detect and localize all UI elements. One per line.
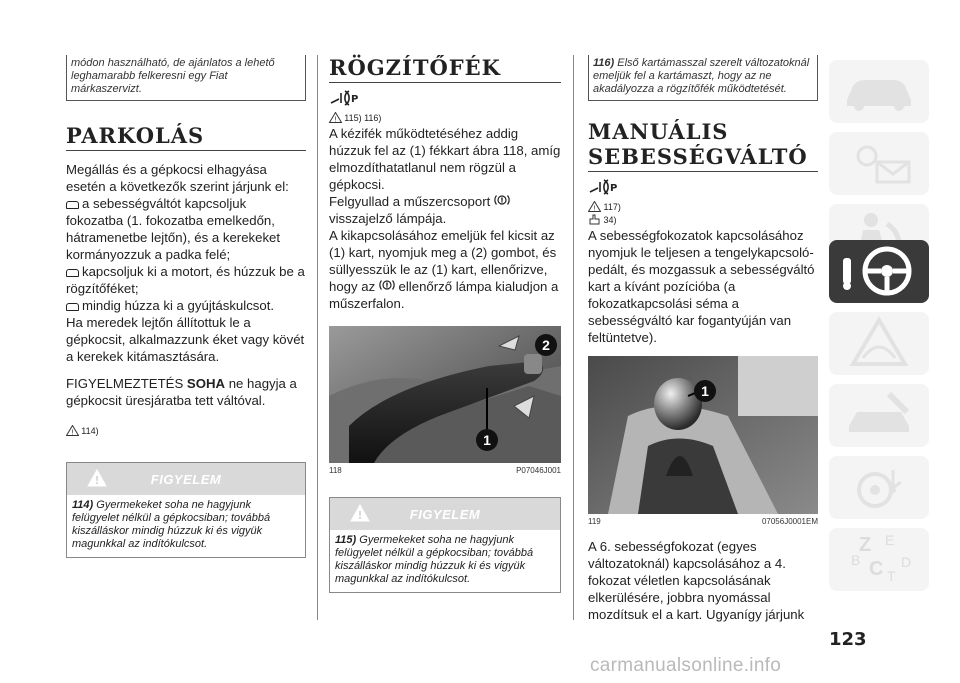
reference-marker: 34) (588, 214, 818, 227)
warning-box (66, 462, 306, 558)
maintenance-icon (829, 384, 929, 447)
continued-note: módon használható, de ajánlatos a lehető leghamarabb felkeresni egy Fiat márkaszervizt. (66, 55, 306, 101)
car-bullet-icon (66, 303, 79, 311)
hand-icon (588, 218, 601, 227)
index-letter: E (885, 532, 895, 548)
column-divider (317, 55, 318, 620)
index-letter: B (851, 552, 861, 568)
gearbox-symbol-icon (588, 176, 818, 201)
emergency-icon (829, 312, 929, 375)
figure-number: 119 (588, 517, 601, 526)
reference-marker: ! 117) (588, 201, 818, 214)
callout-2: 2 (535, 334, 557, 356)
page-number: 123 (829, 629, 867, 650)
figure-caption (588, 517, 818, 526)
bullet-item: kapcsoljuk ki a motort, és húzzuk be a rögzítőféket; (66, 264, 305, 296)
tab-maintenance[interactable] (829, 384, 929, 447)
column-handbrake (329, 55, 561, 593)
bullet-item: mindig húzza ki a gyújtáskulcsot. (66, 297, 306, 314)
column-divider (573, 55, 574, 620)
svg-text:!: ! (593, 204, 596, 212)
multimedia-icon (829, 456, 929, 519)
tab-multimedia[interactable] (829, 456, 929, 519)
reference-marker: ! 115) 116) (329, 112, 561, 125)
warning-box-text: 114) Gyermekeket soha ne hagyjunk felügyelet nélkül a gépkocsiban; továbbá kiszálláskor mindig húzzuk ki és vigyük magunkkal az indítókulcsot. (72, 499, 271, 550)
tab-index[interactable] (829, 528, 929, 591)
index-letter: Z (859, 534, 872, 556)
section-heading-handbrake: RÖGZÍTŐFÉK (329, 55, 501, 80)
figure-119-gear-lever (588, 356, 818, 514)
brake-warning-light-icon (494, 194, 510, 209)
tab-starting-driving[interactable] (829, 240, 929, 303)
gearbox-paragraph-1: A sebességfokozatok kapcsolásához nyomjuk le teljesen a tengelykapcsoló-pedált, és mozgassuk a sebességváltó kart a kívánt pozícióba (a fokozatkapcsolási séma a sebességváltó kar fogantyúján van feltüntetve). (588, 228, 815, 345)
callout-1: 1 (694, 380, 716, 402)
svg-text:P: P (351, 94, 359, 105)
svg-text:!: ! (334, 115, 337, 123)
svg-text:P: P (610, 183, 618, 194)
figure-code: P07046J001 (516, 466, 561, 475)
tab-warning-lights[interactable] (829, 132, 929, 195)
svg-text:!: ! (94, 474, 100, 487)
warning-paragraph: FIGYELMEZTETÉS SOHA ne hagyja a gépkocsit üresjáratba tett váltóval. (66, 376, 297, 408)
svg-text:!: ! (71, 428, 74, 436)
handbrake-paragraph-3: A kikapcsolásához emeljük fel kicsit az (1) kart, nyomjuk meg a (2) gombot, és süllyesszük le az (1) kart, ellenőrizve, hogy az ! ellenőrző lámpa kialudjon a műszerfalon. (329, 228, 559, 311)
warning-box-header (330, 498, 560, 530)
warning-box-text: 115) Gyermekeket soha ne hagyjunk felügyelet nélkül a gépkocsiban; továbbá kiszálláskor mindig húzzuk ki és vigyük magunkkal az indítókulcsot. (335, 534, 534, 585)
svg-text:!: ! (500, 196, 504, 205)
figure-118-handbrake (329, 326, 561, 463)
warning-box-title: FIGYELEM (409, 507, 481, 522)
handbrake-paragraph-1: A kézifék működtetéséhez addig húzzuk fel az (1) fékkart ábra 118, amíg elmozdíthatatlanul nem rögzül a gépkocsi. (329, 126, 561, 192)
column-manual-gearbox (588, 55, 818, 623)
svg-text:!: ! (357, 509, 363, 522)
gearbox-paragraph-2: A 6. sebességfokozat (egyes változatoknál) kapcsolásához a 4. fokozat véletlen kapcsolásának elkerülésére, jobbra nyomással mozdítsuk el a kart. Ugyanígy járjunk (588, 539, 805, 622)
handbrake-paragraph-2: Felgyullad a műszercsoport ! visszajelző lámpája. (329, 193, 561, 227)
heading-rule (329, 82, 561, 83)
warning-triangle-icon (588, 205, 601, 214)
car-dashboard-icon (829, 60, 929, 123)
warning-lights-icon (829, 132, 929, 195)
car-bullet-icon (66, 269, 79, 277)
heading-rule (588, 171, 818, 172)
index-letter: C (869, 558, 884, 580)
parking-intro: Megállás és a gépkocsi elhagyása esetén a következők szerint járjunk el: (66, 162, 289, 194)
section-heading-manual: MANUÁLIS (588, 119, 729, 144)
warning-box (329, 497, 561, 593)
warning-box-title: FIGYELEM (150, 472, 222, 487)
car-bullet-icon (66, 201, 79, 209)
tab-dashboard[interactable] (829, 60, 929, 123)
figure-number: 118 (329, 466, 342, 475)
index-letter: T (887, 568, 896, 584)
section-heading-gearbox: SEBESSÉGVÁLTÓ (588, 144, 808, 169)
handbrake-illustration (329, 326, 561, 463)
warning-triangle-icon (329, 116, 344, 125)
brake-warning-light-icon (379, 279, 395, 294)
warning-box-header (67, 463, 305, 495)
section-heading-parking: PARKOLÁS (66, 123, 205, 148)
column-parking (66, 55, 306, 558)
handbrake-symbol-icon (329, 87, 561, 112)
index-letter: D (901, 554, 912, 570)
steering-wheel-icon (829, 240, 929, 303)
continued-note: 116) Első kartámasszal szerelt változatoknál emeljük fel a kartámaszt, hogy az ne akadályozza a rögzítőfék működtetését. (588, 55, 818, 101)
tab-emergency[interactable] (829, 312, 929, 375)
slope-paragraph: Ha meredek lejtőn állítottuk le a gépkocsit, alkalmazzunk éket vagy kövét a kerekek kitámasztására. (66, 315, 305, 364)
watermark: carmanualsonline.info (590, 655, 782, 676)
figure-code: 07056J0001EM (761, 517, 818, 526)
figure-caption (329, 466, 561, 475)
reference-marker: ! 114) (66, 425, 306, 438)
svg-text:!: ! (385, 281, 389, 290)
callout-1: 1 (476, 429, 498, 451)
bullet-item: a sebességváltót kapcsoljuk fokozatba (1. fokozatba emelkedőn, hátramenetbe lejtőn), és a kerekeket kormányozzuk a padka felé; (66, 196, 281, 262)
warning-triangle-icon (66, 429, 81, 438)
